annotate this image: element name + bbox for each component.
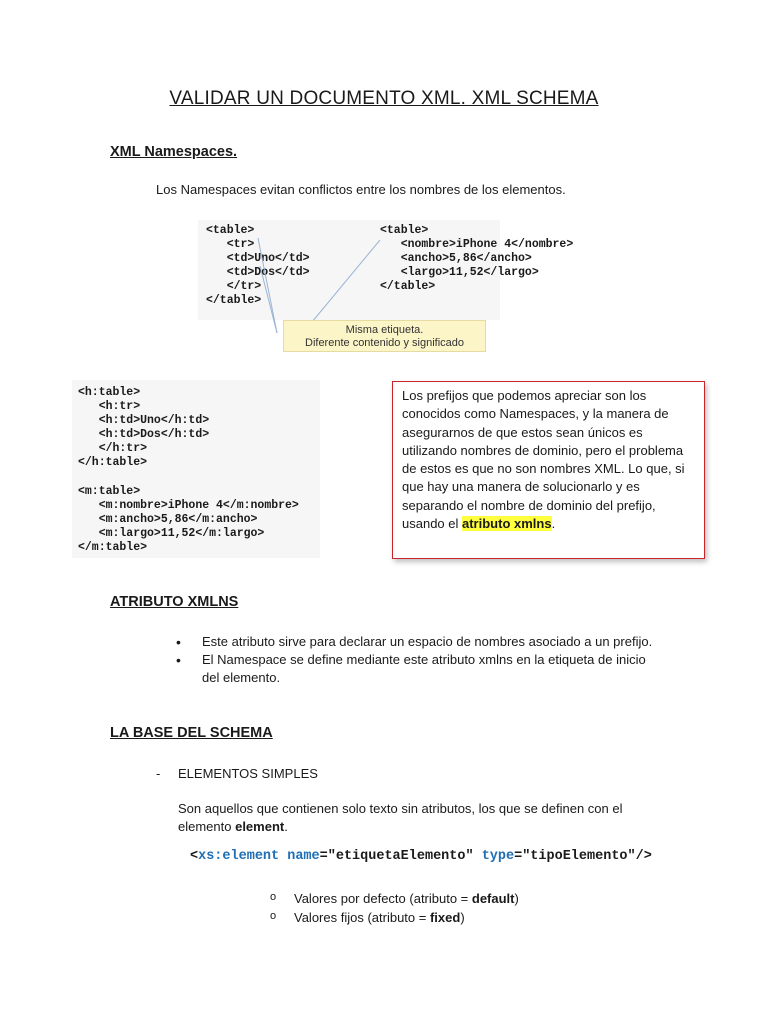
- xmlns-bullet-list: [174, 633, 664, 687]
- code-value-type: "tipoElemento": [522, 849, 636, 864]
- xs-element-code-line: [190, 849, 652, 864]
- element-values-list: [270, 889, 519, 927]
- code-open-bracket: <: [190, 849, 199, 864]
- list-item: • El Namespace se define mediante este atributo xmlns en la etiqueta de inicio del elemento.: [174, 651, 664, 687]
- box-text-end: .: [551, 516, 556, 532]
- code-attr-name: name: [287, 849, 320, 864]
- item-end: ): [460, 910, 465, 925]
- list-item: • Este atributo sirve para declarar un espacio de nombres asociado a un prefijo.: [174, 633, 664, 651]
- box-highlight-xmlns: atributo xmlns: [462, 516, 552, 532]
- subheading-elementos-simples: ELEMENTOS SIMPLES: [178, 766, 318, 781]
- description-bold-element: element: [235, 819, 285, 834]
- pointer-line-left-td2: [260, 266, 277, 333]
- description-text: Son aquellos que contienen solo texto sin atributos, los que se definen con el elemento: [178, 801, 623, 834]
- callout-note: [283, 320, 486, 352]
- item-text: Valores fijos (atributo =: [294, 910, 430, 925]
- code-table-right: <table> <nombre>iPhone 4</nombre> <ancho>5,86</ancho> <largo>11,52</largo> </table>: [380, 224, 574, 293]
- section-heading-schema: LA BASE DEL SCHEMA: [110, 725, 273, 741]
- section-heading-xmlns: ATRIBUTO XMLNS: [110, 594, 239, 610]
- section-heading-namespaces: XML Namespaces.: [110, 144, 238, 160]
- code-equals: =: [514, 849, 523, 864]
- code-tag-name: xs:element: [198, 849, 280, 864]
- list-item: [270, 889, 519, 908]
- namespaces-explanation-box: [392, 381, 705, 559]
- code-table-left: <table> <tr> <td>Uno</td> <td>Dos</td> </tr> </table>: [206, 224, 310, 307]
- code-close-bracket: />: [635, 849, 652, 864]
- namespaces-intro: Los Namespaces evitan conflictos entre los nombres de los elementos.: [156, 182, 566, 197]
- code-attr-type: type: [481, 849, 515, 864]
- code-equals: =: [319, 849, 328, 864]
- pointer-line-left-td: [258, 238, 277, 333]
- item-bold: fixed: [429, 910, 461, 925]
- code-m-table: <m:table> <m:nombre>iPhone 4</m:nombre> <m:ancho>5,86</m:ancho> <m:largo>11,52</m:largo> </m:table>: [78, 485, 299, 554]
- box-text: Los prefijos que podemos apreciar son los conocidos como Namespaces, y la manera de asegurarnos de que estos sean únicos es utilizando nombres de dominio, pero el problema de estos es que no son nombres XML. Lo que, si que hay una manera de solucionarlo y es separando el nombre de dominio del prefijo, usando el: [402, 388, 685, 532]
- dash-marker: -: [156, 766, 161, 781]
- callout-line-2: Diferente contenido y significado: [305, 337, 464, 349]
- page-title: VALIDAR UN DOCUMENTO XML. XML SCHEMA: [169, 88, 599, 109]
- pointer-line-right: [312, 240, 380, 322]
- code-h-table: <h:table> <h:tr> <h:td>Uno</h:td> <h:td>Dos</h:td> </h:tr> </h:table>: [78, 386, 210, 469]
- description-end: .: [284, 819, 288, 834]
- code-value-name: "etiquetaElemento": [327, 849, 474, 864]
- callout-line-1: Misma etiqueta.: [345, 324, 424, 336]
- item-end: ): [514, 891, 519, 906]
- elementos-simples-description: [178, 800, 658, 836]
- list-item: [270, 908, 519, 927]
- item-bold: default: [471, 891, 515, 906]
- item-text: Valores por defecto (atributo =: [294, 891, 472, 906]
